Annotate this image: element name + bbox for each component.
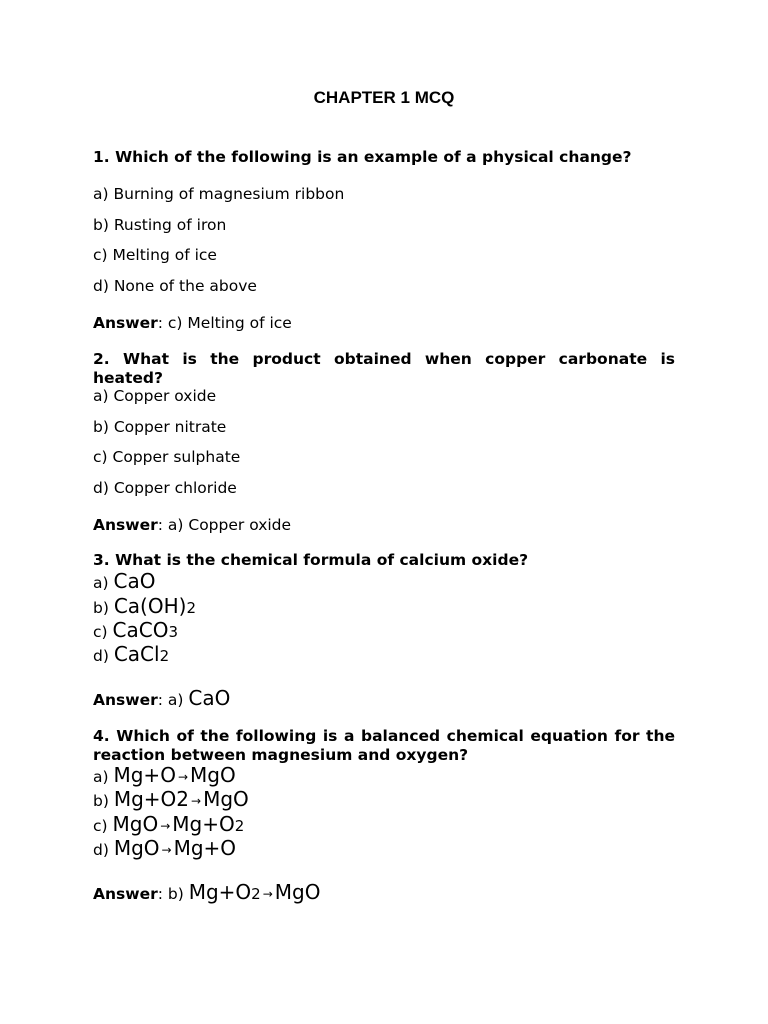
option-formula: Ca(OH) <box>113 594 187 618</box>
option-formula: CaCl <box>113 642 160 666</box>
option-letter: b) <box>93 599 109 617</box>
question-1-option-b <box>93 216 226 235</box>
question-1-option-c <box>93 246 217 265</box>
question-4-option-b <box>93 787 249 812</box>
option-letter: a) <box>93 185 109 203</box>
option-letter: d) <box>93 277 109 295</box>
option-letter: b) <box>93 418 109 436</box>
equation-lhs: Mg+O <box>113 763 176 787</box>
option-letter: d) <box>93 479 109 497</box>
reaction-arrow: → <box>262 887 273 901</box>
option-text: Copper oxide <box>113 387 217 405</box>
option-text: None of the above <box>113 277 257 295</box>
question-4-option-c <box>93 812 245 837</box>
option-letter: d) <box>93 841 109 859</box>
question-1-option-a <box>93 185 344 204</box>
question-2-text: 2. What is the product obtained when copper carbonate is heated? <box>93 350 675 387</box>
question-2-option-b <box>93 418 226 437</box>
question-4-answer: Answer: b) Mg+O2 → MgO <box>93 880 321 904</box>
formula-subscript: 2 <box>251 885 261 903</box>
option-letter: a) <box>93 574 109 592</box>
answer-formula: CaO <box>188 686 231 710</box>
question-3-option-d <box>93 642 170 666</box>
option-text: Copper nitrate <box>113 418 227 436</box>
answer-letter: a) <box>167 516 184 534</box>
formula-subscript: 2 <box>234 817 245 835</box>
answer-letter: c) <box>167 314 183 332</box>
answer-label: Answer <box>93 691 158 709</box>
answer-text: Copper oxide <box>188 516 292 534</box>
formula-subscript: 2 <box>186 599 196 617</box>
option-letter: d) <box>93 647 109 665</box>
answer-label: Answer <box>93 516 158 534</box>
option-text: Burning of magnesium ribbon <box>113 185 345 203</box>
option-formula: CaO <box>113 569 156 593</box>
equation-rhs: MgO <box>274 880 321 904</box>
page-title: CHAPTER 1 MCQ <box>313 88 455 107</box>
option-letter: c) <box>93 817 108 835</box>
question-2-option-d <box>93 479 237 498</box>
equation-lhs: Mg+O <box>188 880 252 904</box>
option-letter: b) <box>93 792 109 810</box>
equation-rhs: Mg+O <box>173 836 237 860</box>
answer-label: Answer <box>93 314 158 332</box>
reaction-arrow: → <box>160 819 171 833</box>
option-letter: a) <box>93 768 109 786</box>
equation-lhs: Mg+O2 <box>113 787 190 811</box>
question-4-option-d <box>93 836 237 861</box>
question-4-text: 4. Which of the following is a balanced chemical equation for the reaction between magnesium and oxygen? <box>93 727 675 764</box>
option-text: Copper sulphate <box>112 448 241 466</box>
option-letter: c) <box>93 623 108 641</box>
equation-rhs: MgO <box>190 763 236 787</box>
option-letter: c) <box>93 448 108 466</box>
question-4-option-a <box>93 763 236 788</box>
equation-lhs: MgO <box>112 812 159 836</box>
question-2-option-a <box>93 387 216 406</box>
question-3-option-c <box>93 618 178 642</box>
formula-subscript: 2 <box>159 647 170 665</box>
option-letter: b) <box>93 216 109 234</box>
option-letter: c) <box>93 246 108 264</box>
question-1-option-d <box>93 277 257 296</box>
question-3-option-b <box>93 594 196 618</box>
answer-letter: b) <box>167 885 184 903</box>
question-1-answer: Answer: c) Melting of ice <box>93 314 292 332</box>
question-3-answer: Answer: a) CaO <box>93 686 231 710</box>
question-2-option-c <box>93 448 240 467</box>
answer-letter: a) <box>167 691 184 709</box>
option-text: Copper chloride <box>113 479 237 497</box>
equation-rhs: MgO <box>203 787 249 811</box>
option-formula: CaCO <box>112 618 169 642</box>
formula-subscript: 3 <box>168 623 178 641</box>
equation-lhs: MgO <box>113 836 160 860</box>
reaction-arrow: → <box>191 794 202 808</box>
question-3-text: 3. What is the chemical formula of calcium oxide? <box>93 551 529 569</box>
option-text: Melting of ice <box>112 246 217 264</box>
option-text: Rusting of iron <box>113 216 227 234</box>
option-letter: a) <box>93 387 109 405</box>
answer-text: Melting of ice <box>187 314 292 332</box>
reaction-arrow: → <box>177 770 188 784</box>
question-3-option-a <box>93 569 156 593</box>
equation-rhs: Mg+O <box>172 812 235 836</box>
question-2-answer: Answer: a) Copper oxide <box>93 516 292 534</box>
question-1-text: 1. Which of the following is an example of a physical change? <box>93 148 632 166</box>
answer-label: Answer <box>93 885 158 903</box>
reaction-arrow: → <box>161 843 172 857</box>
